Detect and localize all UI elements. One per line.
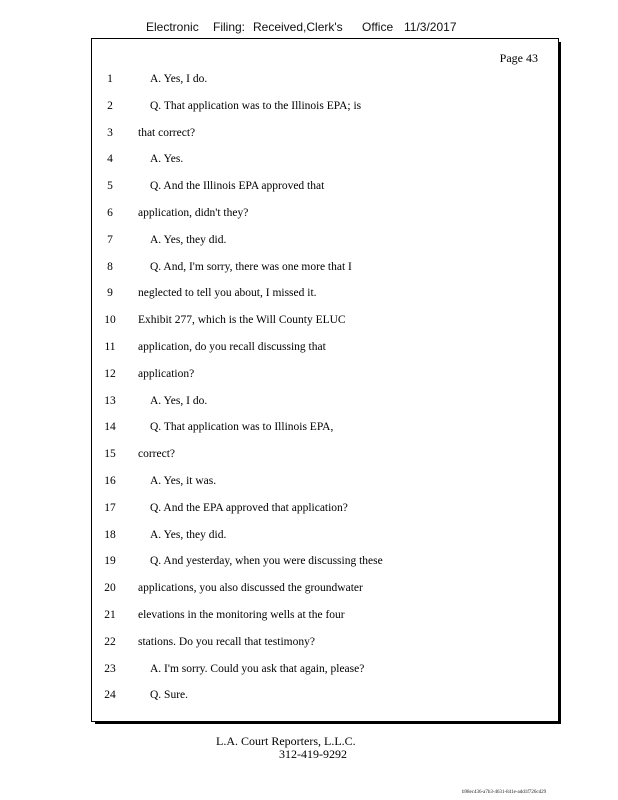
transcript-line bbox=[92, 575, 558, 602]
transcript-line bbox=[92, 522, 558, 549]
transcript-line bbox=[92, 361, 558, 388]
transcript-page bbox=[91, 38, 559, 722]
transcript-line bbox=[92, 414, 558, 441]
transcript-line bbox=[92, 93, 558, 120]
line-number: 9 bbox=[107, 287, 113, 300]
line-number: 14 bbox=[104, 421, 116, 434]
line-text: A. Yes, they did. bbox=[150, 233, 227, 246]
line-number: 2 bbox=[107, 99, 113, 112]
page-number: Page 43 bbox=[499, 51, 538, 65]
line-text: application, didn't they? bbox=[138, 207, 249, 219]
line-number: 23 bbox=[104, 662, 116, 675]
line-text: Q. And yesterday, when you were discussing these bbox=[150, 555, 383, 568]
transcript-line bbox=[92, 682, 558, 709]
transcript-line bbox=[92, 334, 558, 361]
line-number: 3 bbox=[107, 126, 113, 139]
line-text: Q. And the EPA approved that application? bbox=[150, 501, 348, 514]
line-number: 6 bbox=[107, 207, 113, 219]
transcript-line bbox=[92, 629, 558, 656]
line-text: Exhibit 277, which is the Will County ELUC bbox=[138, 314, 346, 327]
line-number: 16 bbox=[104, 475, 116, 487]
line-text: Q. And, I'm sorry, there was one more that I bbox=[150, 260, 352, 273]
filing-header-electronic: Electronic bbox=[146, 20, 199, 34]
transcript-line bbox=[92, 66, 558, 93]
line-text: stations. Do you recall that testimony? bbox=[138, 635, 315, 648]
line-text: correct? bbox=[138, 448, 176, 461]
line-number: 17 bbox=[104, 501, 116, 514]
line-number: 1 bbox=[107, 73, 113, 85]
transcript-line bbox=[92, 120, 558, 147]
transcript-line bbox=[92, 548, 558, 575]
line-text: applications, you also discussed the groundwater bbox=[138, 582, 363, 595]
line-text: application? bbox=[138, 367, 195, 380]
line-text: A. Yes, I do. bbox=[150, 394, 208, 407]
transcript-line bbox=[92, 495, 558, 522]
transcript-line bbox=[92, 146, 558, 173]
line-text: A. Yes, it was. bbox=[150, 475, 217, 487]
line-number: 4 bbox=[107, 153, 113, 166]
line-number: 18 bbox=[104, 528, 116, 541]
line-number: 24 bbox=[104, 689, 116, 702]
line-number: 10 bbox=[104, 314, 116, 327]
line-text: A. I'm sorry. Could you ask that again, please? bbox=[150, 662, 365, 675]
line-number: 15 bbox=[104, 448, 116, 461]
line-number: 13 bbox=[104, 394, 116, 407]
filing-header-filing: Filing: bbox=[213, 20, 246, 34]
transcript-line bbox=[92, 441, 558, 468]
footer-company: L.A. Court Reporters, L.L.C. bbox=[216, 734, 356, 748]
line-text: elevations in the monitoring wells at the four bbox=[138, 609, 345, 621]
line-number: 20 bbox=[104, 582, 116, 595]
line-number: 8 bbox=[107, 260, 113, 273]
filing-header-received: Received,Clerk's bbox=[253, 20, 343, 34]
transcript-line bbox=[92, 254, 558, 281]
line-text: Q. Sure. bbox=[150, 689, 189, 702]
transcript-line bbox=[92, 173, 558, 200]
filing-header-office: Office bbox=[362, 20, 394, 34]
transcript-line bbox=[92, 468, 558, 495]
transcript-line bbox=[92, 200, 558, 227]
transcript-line bbox=[92, 280, 558, 307]
document-id: b98ec436-a7b3-4631-841e-add1f726cd29 bbox=[462, 790, 547, 795]
line-text: Q. And the Illinois EPA approved that bbox=[150, 180, 325, 193]
transcript-line bbox=[92, 227, 558, 254]
line-text: A. Yes, they did. bbox=[150, 528, 227, 541]
line-text: neglected to tell you about, I missed it. bbox=[138, 287, 317, 300]
line-number: 12 bbox=[104, 367, 116, 380]
transcript-line bbox=[92, 388, 558, 415]
line-number: 22 bbox=[104, 635, 116, 648]
line-number: 5 bbox=[107, 180, 113, 193]
line-number: 21 bbox=[104, 609, 116, 621]
line-number: 7 bbox=[107, 233, 113, 246]
line-text: A. Yes, I do. bbox=[150, 73, 208, 85]
line-text: Q. That application was to Illinois EPA, bbox=[150, 421, 334, 434]
transcript-line bbox=[92, 656, 558, 683]
filing-header-date: 11/3/2017 bbox=[404, 20, 457, 34]
line-text: A. Yes. bbox=[150, 153, 184, 166]
line-text: Q. That application was to the Illinois EPA; is bbox=[150, 99, 362, 112]
line-text: application, do you recall discussing that bbox=[138, 341, 326, 353]
line-number: 19 bbox=[104, 555, 116, 568]
line-number: 11 bbox=[104, 341, 116, 353]
line-text: that correct? bbox=[138, 126, 196, 139]
footer-phone: 312-419-9292 bbox=[279, 747, 347, 761]
transcript-line bbox=[92, 602, 558, 629]
transcript-line bbox=[92, 307, 558, 334]
